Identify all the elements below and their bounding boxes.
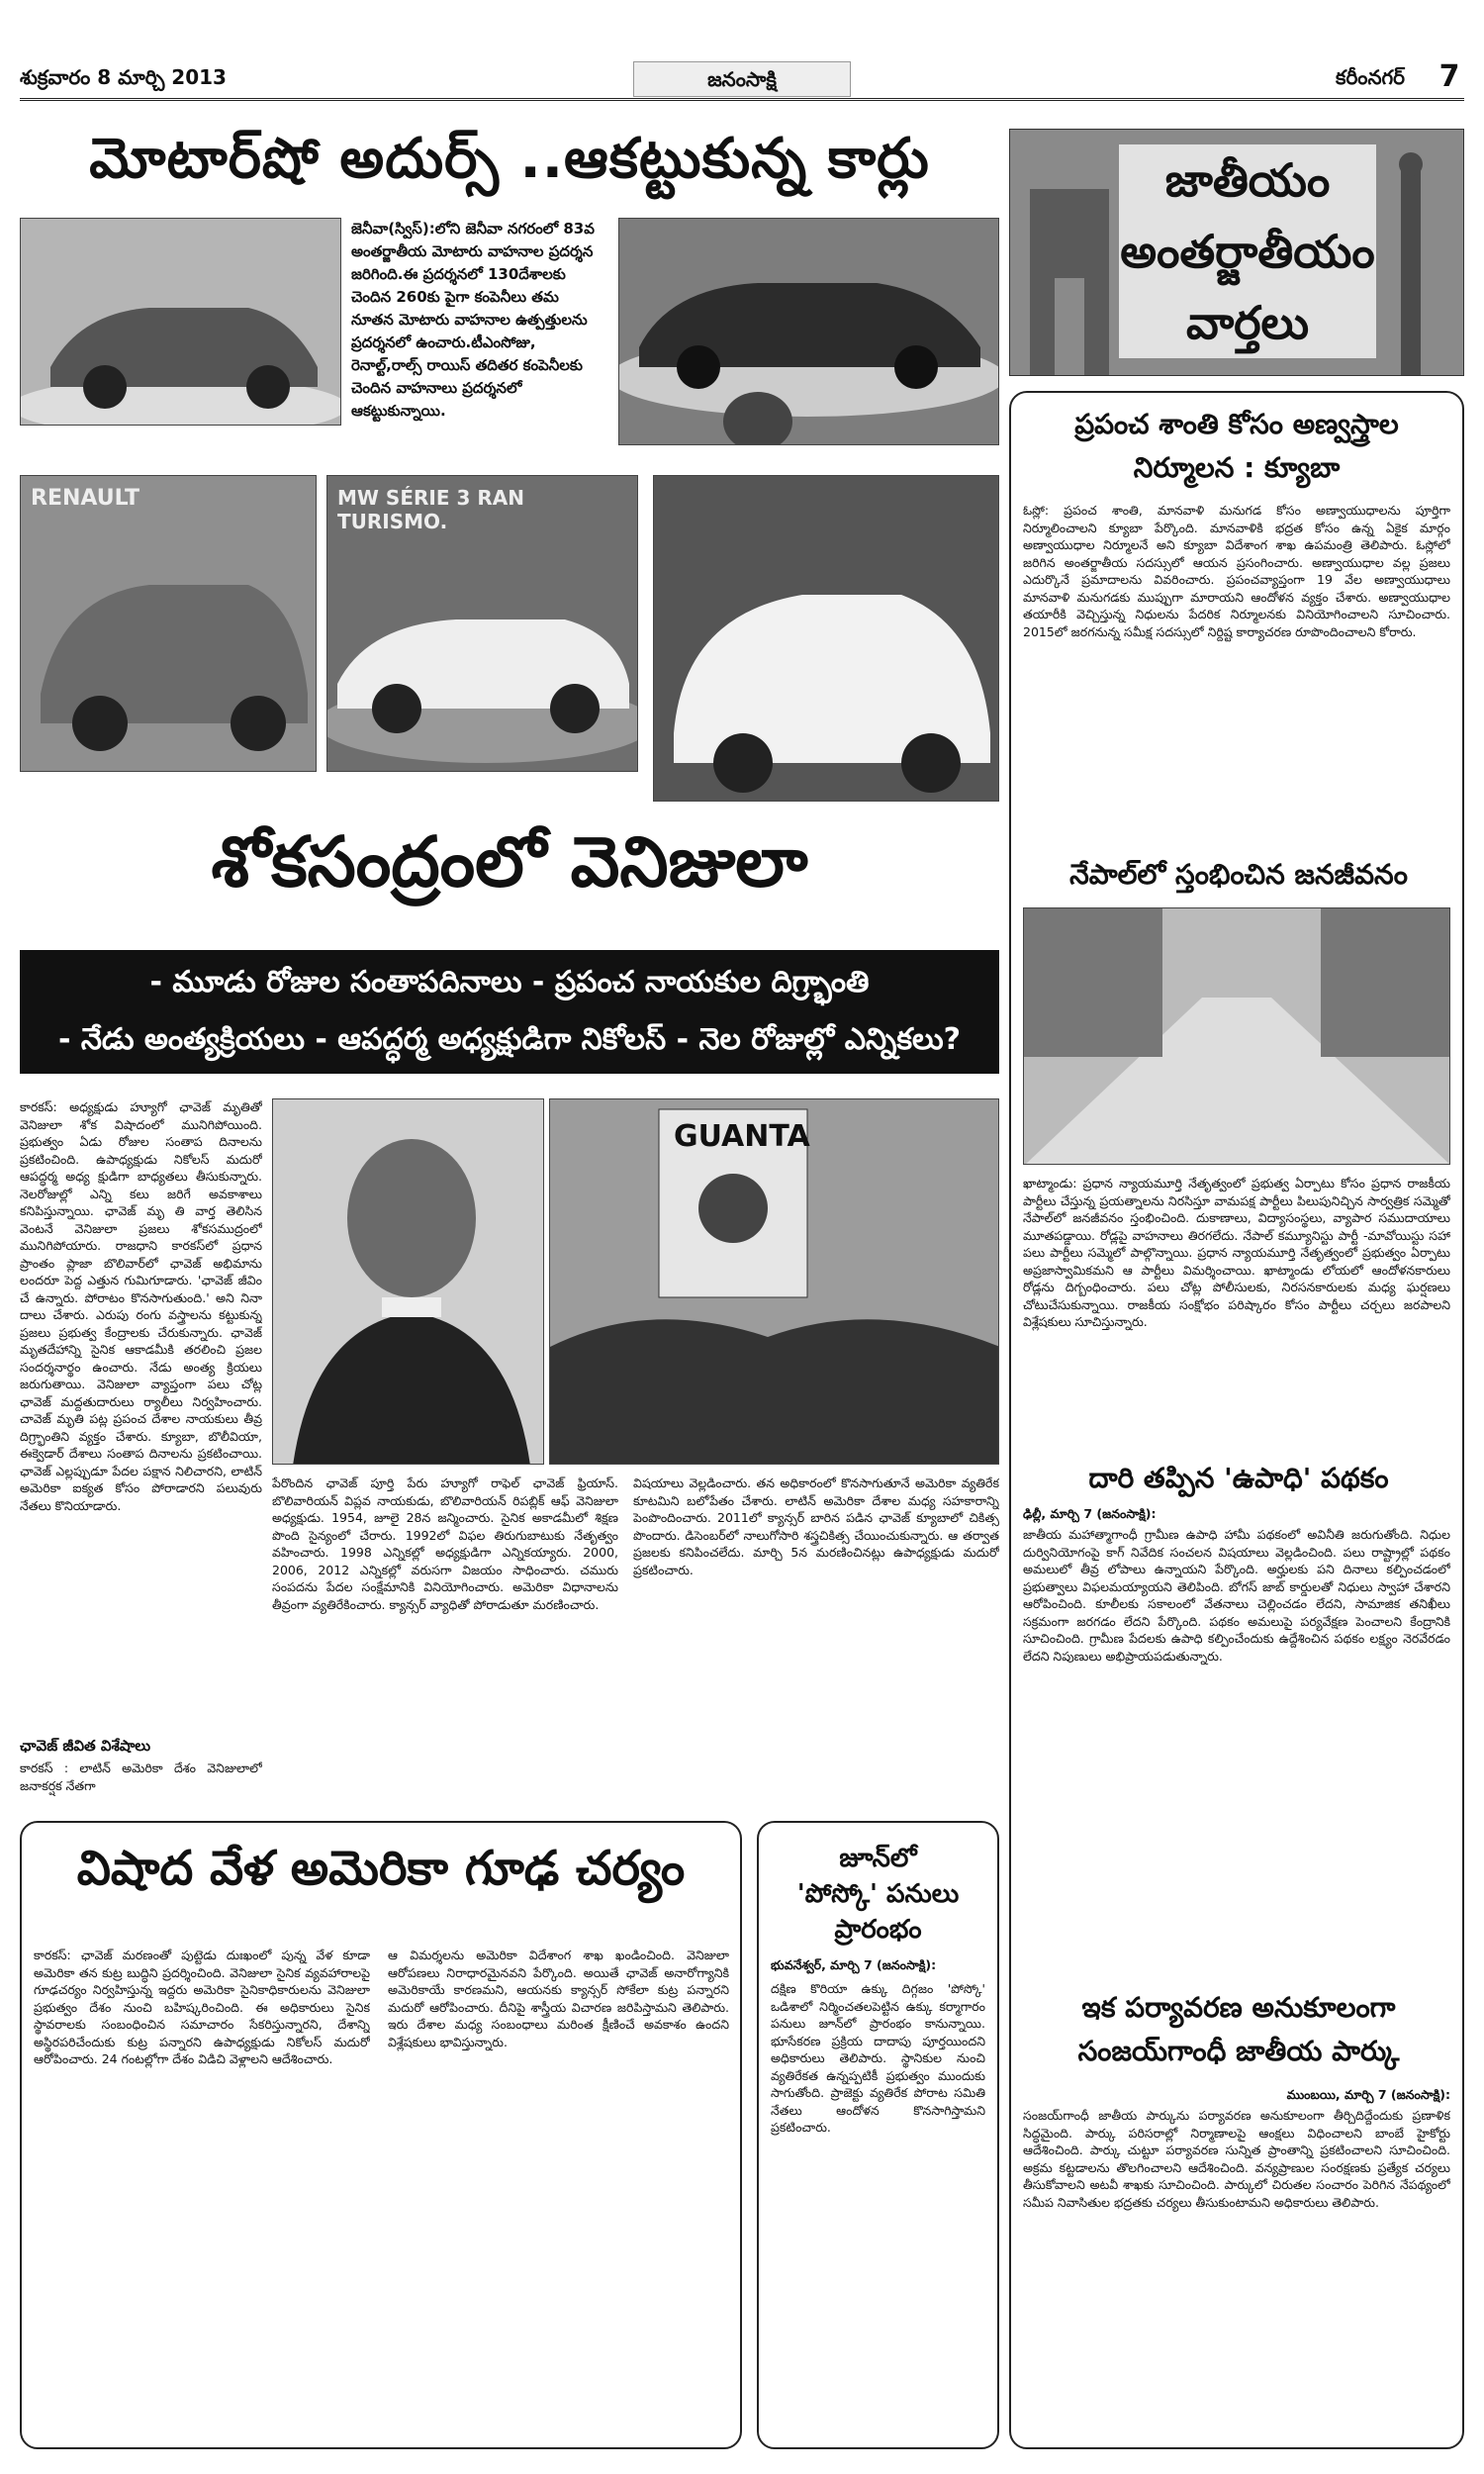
upadhi-headline: దారి తప్పిన 'ఉపాధి' పథకం xyxy=(1088,1462,1389,1494)
motorshow-caption: జెనీవా(స్విస్):లోని జెనీవా నగరంలో 83వ అంతర్జాతీయ మోటారు వాహనాల ప్రదర్శన జరిగింది.ఈ ప్రదర్శనలో 130దేశాలకు చెందిన 260కు పైగా కంపెనీలు తమ నూతన మోటారు వాహనాల ఉత్పత్తులను ప్రదర్శనలో ఉంచారు.టీఎంసోజు, రెనాల్ట్,రాల్స్ రాయిస్ తదితర కంపెనీలకు చెందిన వాహనాలు ప్రదర్శనలో ఆకట్టుకున్నాయి. xyxy=(351,220,595,420)
usa-headline: విషాద వేళ అమెరికా గూఢ చర్యం xyxy=(76,1841,686,1896)
masthead-logo: జనంసాక్షి xyxy=(633,61,851,97)
venezuela-banner xyxy=(20,950,999,1074)
banner-line-international: అంతర్జాతీయం xyxy=(1120,225,1375,278)
nepal-headline: నేపాల్‌లో స్తంభించిన జనజీవనం xyxy=(1069,858,1408,891)
posco-dateline: భువనేశ్వర్, మార్చి 7 (జనంసాక్షి): xyxy=(771,1957,937,1972)
venezuela-headline: శోకసంద్రంలో వెనిజులా xyxy=(211,821,808,903)
street-image xyxy=(1024,908,1450,1165)
posco-headline-1: జూన్‌లో xyxy=(839,1844,917,1873)
car-image xyxy=(619,219,999,445)
usa-body-col1: కారకస్: ఛావెజ్ మరణంతో పుట్టెడు దుఃఖంలో పున్న వేళ కూడా అమెరికా తన కుట్ర బుద్ధిని ప్రదర్శించింది. వెనిజులా సైనిక వ్యవహారాలపై గూఢచర్యం నిర్వహిస్తున్న ఇద్దరు అమెరికా సైనికాధికారులను వెనిజులా ప్రభుత్వం దేశం నుంచి బహిష్కరించింది. ఈ అధికారులు సైనిక స్థావరాలకు సంబంధించిన సమాచారం సేకరిస్తున్నారని, దేశాన్ని అస్థిరపరిచేందుకు కుట్ర పన్నారని ఉపాధ్యక్షుడు నికోలస్ మదురో ఆరోపించారు. 24 గంటల్లోగా దేశం విడిచి వెళ్లాలని ఆదేశించారు. xyxy=(34,1948,370,2066)
photo-label-renault: RENAULT xyxy=(31,486,139,511)
banner-line-1: - మూడు రోజుల సంతాపదినాలు - ప్రపంచ నాయకుల దిగ్ర్భాంతి xyxy=(149,965,870,999)
header-date: శుక్రవారం 8 మార్చి 2013 xyxy=(20,65,227,89)
park-body: సంజయ్‌గాంధీ జాతీయ పార్కును పర్యావరణ అనుకూలంగా తీర్చిదిద్దేందుకు ప్రణాళిక సిద్ధమైంది. పార్కు పరిసరాల్లో నిర్మాణాలపై ఆంక్షలు విధించాలని బాంబే హైకోర్టు ఆదేశించింది. పార్కు చుట్టూ పర్యావరణ సున్నిత ప్రాంతాన్ని ప్రకటించాలని సూచించింది. అక్రమ కట్టడాలను తొలగించాలని ఆదేశించింది. వన్యప్రాణుల సంరక్షణకు ప్రత్యేక చర్యలు తీసుకోవాలని అటవీ శాఖకు సూచించింది. పార్కులో చిరుతల సంచారం పెరిగిన నేపథ్యంలో సమీప నివాసితుల భద్రతకు చర్యలు తీసుకుంటామని అధికారులు తెలిపారు. xyxy=(1023,2108,1450,2210)
car-image xyxy=(654,476,999,802)
motorshow-photo-2 xyxy=(618,218,999,445)
posco-body: దక్షిణ కొరియా ఉక్కు దిగ్గజం 'పోస్కో' ఒడిశాలో నిర్మించతలపెట్టిన ఉక్కు కర్మాగారం పనులు జూన్‌లో ప్రారంభం కానున్నాయి. భూసేకరణ ప్రక్రియ దాదాపు పూర్తయిందని అధికారులు తెలిపారు. స్థానికుల నుంచి వ్యతిరేకత ఉన్నప్పటికీ ప్రభుత్వం ముందుకు సాగుతోంది. ప్రాజెక్టు వ్యతిరేక పోరాట సమితి నేతలు ఆందోళన కొనసాగిస్తామని ప్రకటించారు. xyxy=(771,1981,985,2135)
park-dateline: ముంబయి, మార్చి 7 (జనంసాక్షి): xyxy=(1286,2087,1450,2102)
usa-body-col2: ఆ విమర్శలను అమెరికా విదేశాంగ శాఖ ఖండించింది. వెనిజులా ఆరోపణలు నిరాధారమైనవని పేర్కొంది. అయితే ఛావెజ్ అనారోగ్యానికి అమెరికాయే కారణమని, ఆయనకు క్యాన్సర్ సోకేలా కుట్ర పన్నారని మదురో ఆరోపించారు. దీనిపై శాస్త్రీయ విచారణ జరిపిస్తామని తెలిపారు. ఇరు దేశాల మధ్య సంబంధాలు మరింత క్షీణించే అవకాశం ఉందని విశ్లేషకులు భావిస్తున్నారు. xyxy=(388,1948,729,2049)
venezuela-body-col2: పేరొందిన ఛావెజ్ పూర్తి పేరు హ్యూగో రాఫెల్ ఛావెజ్ ఫ్రియాస్. బొలివారియన్ విప్లవ నాయకుడు, బొలివారియన్ రిపబ్లిక్ ఆఫ్ వెనిజులా అధ్యక్షుడు. 1954, జూలై 28న జన్మించారు. సైనిక అకాడమీలో శిక్షణ పొంది సైన్యంలో చేరారు. 1992లో విఫల తిరుగుబాటుకు నేతృత్వం వహించారు. 1998 ఎన్నికల్లో అధ్యక్షుడిగా ఎన్నికయ్యారు. 2000, 2006, 2012 ఎన్నికల్లో వరుసగా విజయం సాధించారు. చమురు సంపదను పేదల సంక్షేమానికి వినియోగించారు. అమెరికా విధానాలను తీవ్రంగా వ్యతిరేకించారు. క్యాన్సర్ వ్యాధితో పోరాడుతూ మరణించారు. xyxy=(272,1475,618,1612)
motorshow-photo-renault xyxy=(20,475,317,772)
posco-headline-3: ప్రారంభం xyxy=(834,1915,922,1945)
upadhi-body: జాతీయ మహాత్మాగాంధీ గ్రామీణ ఉపాధి హామీ పథకంలో అవినీతి జరుగుతోంది. నిధుల దుర్వినియోగంపై కాగ్ నివేదిక సంచలన విషయాలు వెల్లడించింది. పలు రాష్ట్రాల్లో పథకం అమలులో తీవ్ర లోపాలు ఉన్నాయని పేర్కొంది. అర్హులకు పని దినాలు కల్పించడంలో ప్రభుత్వాలు విఫలమయ్యాయని తెలిపింది. బోగస్ జాబ్ కార్డులతో నిధులు స్వాహా చేశారని ఆరోపించింది. కూలీలకు సకాలంలో వేతనాలు చెల్లించడం లేదని, సామాజిక తనిఖీలు సక్రమంగా జరగడం లేదని పేర్కొంది. పథకం అమలుపై పర్యవేక్షణ పెంచాలని కేంద్రానికి సూచించింది. గ్రామీణ పేదలకు ఉపాధి కల్పించేందుకు ఉద్దేశించిన పథకం లక్ష్యం నెరవేరడం లేదని నిపుణులు అభిప్రాయపడుతున్నారు. xyxy=(1023,1527,1450,1664)
venezuela-body-col3: విషయాలు వెల్లడించారు. తన అధికారంలో కొనసాగుతూనే అమెరికా వ్యతిరేక కూటమిని బలోపేతం చేశారు. లాటిన్ అమెరికా దేశాల మధ్య సహకారాన్ని పెంపొందించారు. 2011లో క్యాన్సర్ బారిన పడిన ఛావెజ్ క్యూబాలో చికిత్స పొందారు. డిసెంబర్‌లో నాలుగోసారి శస్త్రచికిత్స చేయించుకున్నారు. ఆ తర్వాత ప్రజలకు కనిపించలేదు. మార్చి 5న మరణించినట్లు ఉపాధ్యక్షుడు మదురో ప్రకటించారు. xyxy=(633,1475,999,1577)
motorshow-photo-citroen xyxy=(653,475,999,802)
venezuela-body-col1-tail: కారకస్ : లాటిన్ అమెరికా దేశం వెనిజులాలో జనాకర్షక నేతగా xyxy=(20,1760,262,1793)
park-headline-1: ఇక పర్యావరణ అనుకూలంగా xyxy=(1081,1991,1396,2024)
nepal-photo xyxy=(1023,907,1450,1165)
upadhi-dateline: ఢిల్లీ, మార్చి 7 (జనంసాక్షి): xyxy=(1023,1506,1157,1521)
crowd-image xyxy=(550,1099,999,1465)
car-image xyxy=(21,476,317,772)
poster-text: GUANTA xyxy=(674,1119,810,1154)
posco-box xyxy=(757,1821,999,2449)
park-headline-2: సంజయ్‌గాంధీ జాతీయ పార్కు xyxy=(1077,2035,1400,2067)
motorshow-photo-bmw xyxy=(326,475,638,772)
page-number: 7 xyxy=(1438,59,1460,94)
usa-box xyxy=(20,1821,742,2449)
posco-headline-2: 'పోస్కో' పనులు xyxy=(796,1879,960,1909)
banner-line-national: జాతీయం xyxy=(1164,153,1331,207)
banner-line-news: వార్తలు xyxy=(1185,296,1310,349)
motorshow-headline: మోటార్‌షో అదుర్స్ ..ఆకట్టుకున్న కార్లు xyxy=(89,127,930,191)
right-column-box xyxy=(1009,391,1464,2449)
header-edition: కరీంనగర్ xyxy=(1336,65,1405,89)
portrait-image xyxy=(273,1099,544,1465)
venezuela-body-col1: కారకస్: అధ్యక్షుడు హ్యూగో ఛావెజ్ మృతితో వెనిజులా శోక విషాదంలో మునిగిపోయింది. ప్రభుత్వం ఏడు రోజుల సంతాప దినాలను ప్రకటించింది. ఉపాధ్యక్షుడు నికోలస్ మదురో ఆపద్ధర్మ అధ్య క్షుడిగా బాధ్యతలు తీసుకున్నారు. నెలరోజుల్లో ఎన్ని కలు జరిగే అవకాశాలు కనిపిస్తున్నాయి. ఛావెజ్ మృ తి వార్త తెలిసిన వెంటనే వెనిజులా ప్రజలు శోకసముద్రంలో మునిగిపోయారు. రాజధాని కారకస్‌లో ప్రధాన ప్రాంతం ప్లాజా బొలివార్‌లో ఛావెజ్ అభిమాను లందరూ పెద్ద ఎత్తున గుమిగూడారు. 'ఛావెజ్ జీవిం చే ఉన్నారు. పోరాటం కొనసాగుతుంది.' అని నినా దాలు చేశారు. ఎరుపు రంగు వస్త్రాలను కట్టుకున్న ప్రజలు ప్రభుత్వ కేంద్రాలకు చేరుకున్నారు. ఛావెజ్ మృతదేహాన్ని సైనిక ఆకాడమీకి తరలించి ప్రజల సందర్శనార్థం ఉంచారు. నేడు అంత్య క్రియలు జరుగుతాయి. వెనిజులా వ్యాప్తంగా పలు చోట్ల ఛావెజ్ మద్దతుదారులు ర్యాలీలు నిర్వహించారు. చావెజ్ మృతి పట్ల ప్రపంచ దేశాల నాయకులు తీవ్ర దిగ్ర్భాంతిని వ్యక్తం చేశారు. క్యూబా, బొలీవియా, ఈక్వెడార్ దేశాలు సంతాప దినాలను ప్రకటించాయి. ఛావెజ్ ఎల్లప్పుడూ పేదల పక్షాన నిలిచారని, లాటిన్ అమెరికా ఐక్యత కోసం పోరాడారని పలువురు నేతలు కొనియాడారు. xyxy=(20,1099,262,1513)
motorshow-photo-1 xyxy=(20,218,341,426)
maduro-photo xyxy=(272,1098,544,1465)
cuba-body: ఓస్లో: ప్రపంచ శాంతి, మానవాళి మనుగడ కోసం అణ్వాయుధాలను పూర్తిగా నిర్మూలించాలని క్యూబా పేర్కొంది. మానవాళికి భద్రత కోసం ఉన్న ఏకైక మార్గం అణ్వాయుధాల నిర్మూలనే అని క్యూబా విదేశాంగ శాఖ ఉపమంత్రి తెలిపారు. ఓస్లోలో జరిగిన అంతర్జాతీయ సదస్సులో ఆయన ప్రసంగించారు. అణ్వాయుధాల వల్ల ప్రజలు ఎదుర్కొనే ప్రమాదాలను వివరించారు. ప్రపంచవ్యాప్తంగా 19 వేల అణ్వాయుధాలు మానవాళి మనుగడకు ముప్పుగా మారాయని ఆందోళన వ్యక్తం చేశారు. అణ్వాయుధాల తయారీకి వెచ్చిస్తున్న నిధులను పేదరిక నిర్మూలనకు వినియోగించాలని సూచించారు. 2015లో జరగనున్న సమీక్ష సదస్సులో నిర్దిష్ట కార్యాచరణ రూపొందించాలని కోరారు. xyxy=(1023,503,1450,639)
venezuela-subhead: ఛావెజ్ జీవిత విశేషాలు xyxy=(20,1737,151,1755)
national-international-banner xyxy=(1009,129,1464,376)
banner-line-2: - నేడు అంత్యక్రియలు - ఆపద్ధర్మ అధ్యక్షుడిగా నికోలస్ - నెల రోజుల్లో ఎన్నికలు? xyxy=(57,1022,962,1057)
photo-label-bmw: MW SÉRIE 3 RAN TURISMO. xyxy=(337,486,524,533)
nepal-body: ఖాట్మాండు: ప్రధాన న్యాయమూర్తి నేతృత్వంలో ప్రభుత్వ ఏర్పాటు కోసం ప్రధాన రాజకీయ పార్టీలు చేస్తున్న ప్రయత్నాలను నిరసిస్తూ వామపక్ష పార్టీలు పిలుపునిచ్చిన సార్వత్రిక సమ్మెతో నేపాల్‌లో జనజీవనం స్తంభించింది. దుకాణాలు, విద్యాసంస్థలు, వ్యాపార సముదాయాలు మూతపడ్డాయి. రోడ్లపై వాహనాలు తిరగలేదు. నేపాల్ కమ్యూనిస్టు పార్టీ -మావోయిస్టు సహా పలు పార్టీలు సమ్మెలో పాల్గొన్నాయి. ప్రధాన న్యాయమూర్తి నేతృత్వంలో ప్రభుత్వం ఏర్పాటు అప్రజాస్వామికమని ఆ పార్టీలు విమర్శించాయి. ఖాట్మాండు లోయలో ఆందోళనకారులు రోడ్లను దిగ్బంధించారు. పలు చోట్ల పోలీసులకు, నిరసనకారులకు మధ్య ఘర్షణలు చోటుచేసుకున్నాయి. రాజకీయ సంక్షోభం పరిష్కారం కోసం పార్టీలు చర్చలు జరపాలని విశ్లేషకులు సూచిస్తున్నారు. xyxy=(1023,1176,1450,1329)
rally-photo xyxy=(549,1098,999,1465)
car-image xyxy=(21,219,341,426)
cuba-headline: ప్రపంచ శాంతి కోసం అణ్వస్త్రాల నిర్మూలన : క్యూబా xyxy=(1074,408,1399,484)
